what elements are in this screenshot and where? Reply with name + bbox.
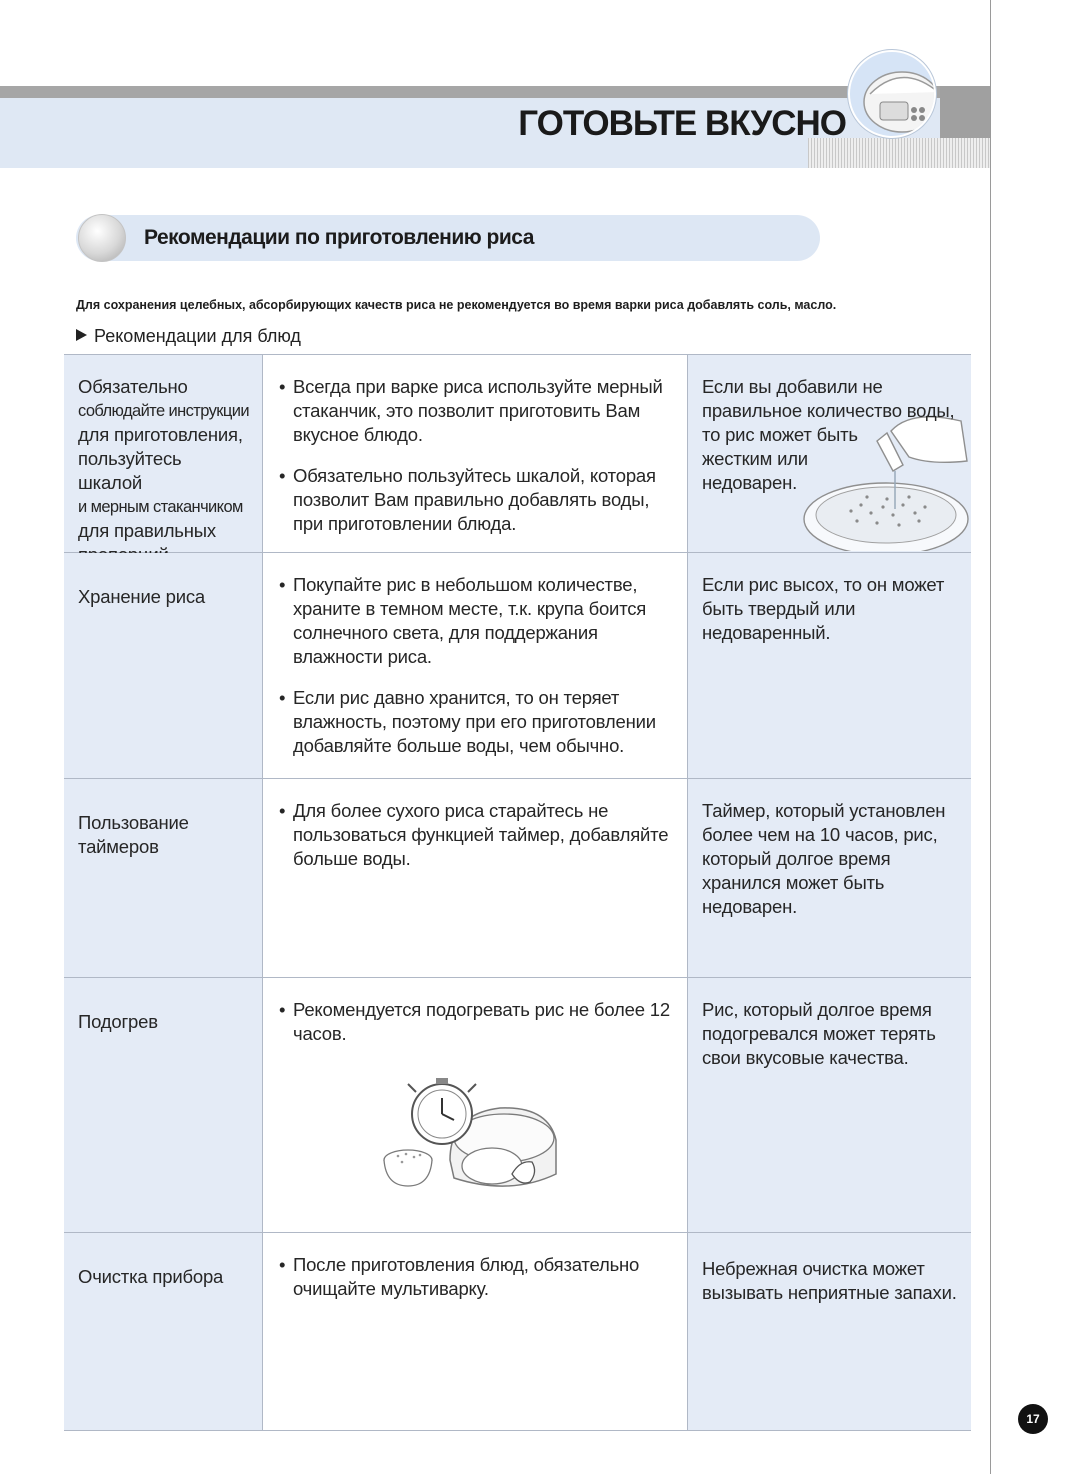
list-item: • Покупайте рис в небольшом количестве, храните в темном месте, т.к. крупа боится солнечного света, для поддержания влажности риса.	[279, 573, 673, 669]
row-bullets-cell	[263, 1233, 688, 1430]
table-row	[64, 978, 971, 1233]
table-row	[64, 779, 971, 978]
list-item: • Для более сухого риса старайтесь не пользоваться функцией таймер, добавляйте больше воды.	[279, 799, 673, 871]
row-note: Небрежная очистка может вызывать неприятные запахи.	[702, 1258, 957, 1303]
subheading-text: Рекомендации для блюд	[94, 326, 301, 346]
row-bullets-cell	[263, 355, 688, 552]
triangle-bullet-icon	[76, 329, 87, 341]
row-note: Если вы добавили не правильное количество воды, то рис может быть жестким или недоварен.	[702, 376, 955, 493]
list-item: • Всегда при варке риса используйте мерный стаканчик, это позволит приготовить Вам вкусное блюдо.	[279, 375, 673, 447]
table-row	[64, 553, 971, 779]
section-bullet-icon	[78, 214, 126, 262]
row-label-cell	[64, 355, 263, 552]
reheat-timer-illustration-icon	[380, 1074, 570, 1204]
row-note-cell	[688, 779, 971, 977]
row-label-cell	[64, 1233, 263, 1430]
row-bullets-cell	[263, 779, 688, 977]
row-note-cell	[688, 1233, 971, 1430]
row-note: Если рис высох, то он может быть твердый или недоваренный.	[702, 574, 945, 643]
header-gray-bar	[0, 86, 990, 98]
row-note-cell	[688, 355, 971, 552]
row-label: Обязательно соблюдайте инструкции для приготовления, пользуйтесь шкалой и мерным стаканчиком для правильных	[78, 376, 249, 541]
recommendations-table	[64, 354, 971, 1431]
table-row	[64, 355, 971, 553]
row-label-cell	[64, 553, 263, 778]
rice-cooker-badge-icon	[848, 50, 936, 138]
row-label: Очистка прибора	[78, 1266, 224, 1287]
page-number: 17	[1018, 1404, 1048, 1434]
row-label: Хранение риса	[78, 586, 205, 607]
row-label-cell	[64, 779, 263, 977]
list-item: • Рекомендуется подогревать рис не более 12 часов.	[279, 998, 673, 1046]
list-item: • После приготовления блюд, обязательно очищайте мультиварку.	[279, 1253, 673, 1301]
row-label: Подогрев	[78, 1011, 158, 1032]
subheading	[76, 326, 301, 347]
row-label: Пользование таймеров	[78, 812, 189, 857]
list-item: • Обязательно пользуйтесь шкалой, которая позволит Вам правильно добавлять воды, при приготовлении блюда.	[279, 464, 673, 536]
binding-edge-line	[990, 0, 991, 1474]
header-dark-block	[940, 86, 990, 138]
section-title: Рекомендации по приготовлению риса	[144, 226, 534, 249]
row-label-cell	[64, 978, 263, 1232]
row-note-cell	[688, 978, 971, 1232]
page-title: ГОТОВЬТЕ ВКУСНО	[518, 104, 846, 143]
row-bullets-cell	[263, 978, 688, 1232]
list-item: • Если рис давно хранится, то он теряет влажность, поэтому при его приготовлении добавляйте больше воды, чем обычно.	[279, 686, 673, 758]
row-note: Рис, который долгое время подогревался может терять свои вкусовые качества.	[702, 999, 936, 1068]
intro-note: Для сохранения целебных, абсорбирующих качеств риса не рекомендуется во время варки риса добавлять соль, масло.	[76, 298, 837, 312]
table-row	[64, 1233, 971, 1431]
row-note-cell	[688, 553, 971, 778]
row-bullets-cell	[263, 553, 688, 778]
row-note: Таймер, который установлен более чем на 10 часов, рис, который долгое время хранился может быть недоварен.	[702, 800, 946, 917]
